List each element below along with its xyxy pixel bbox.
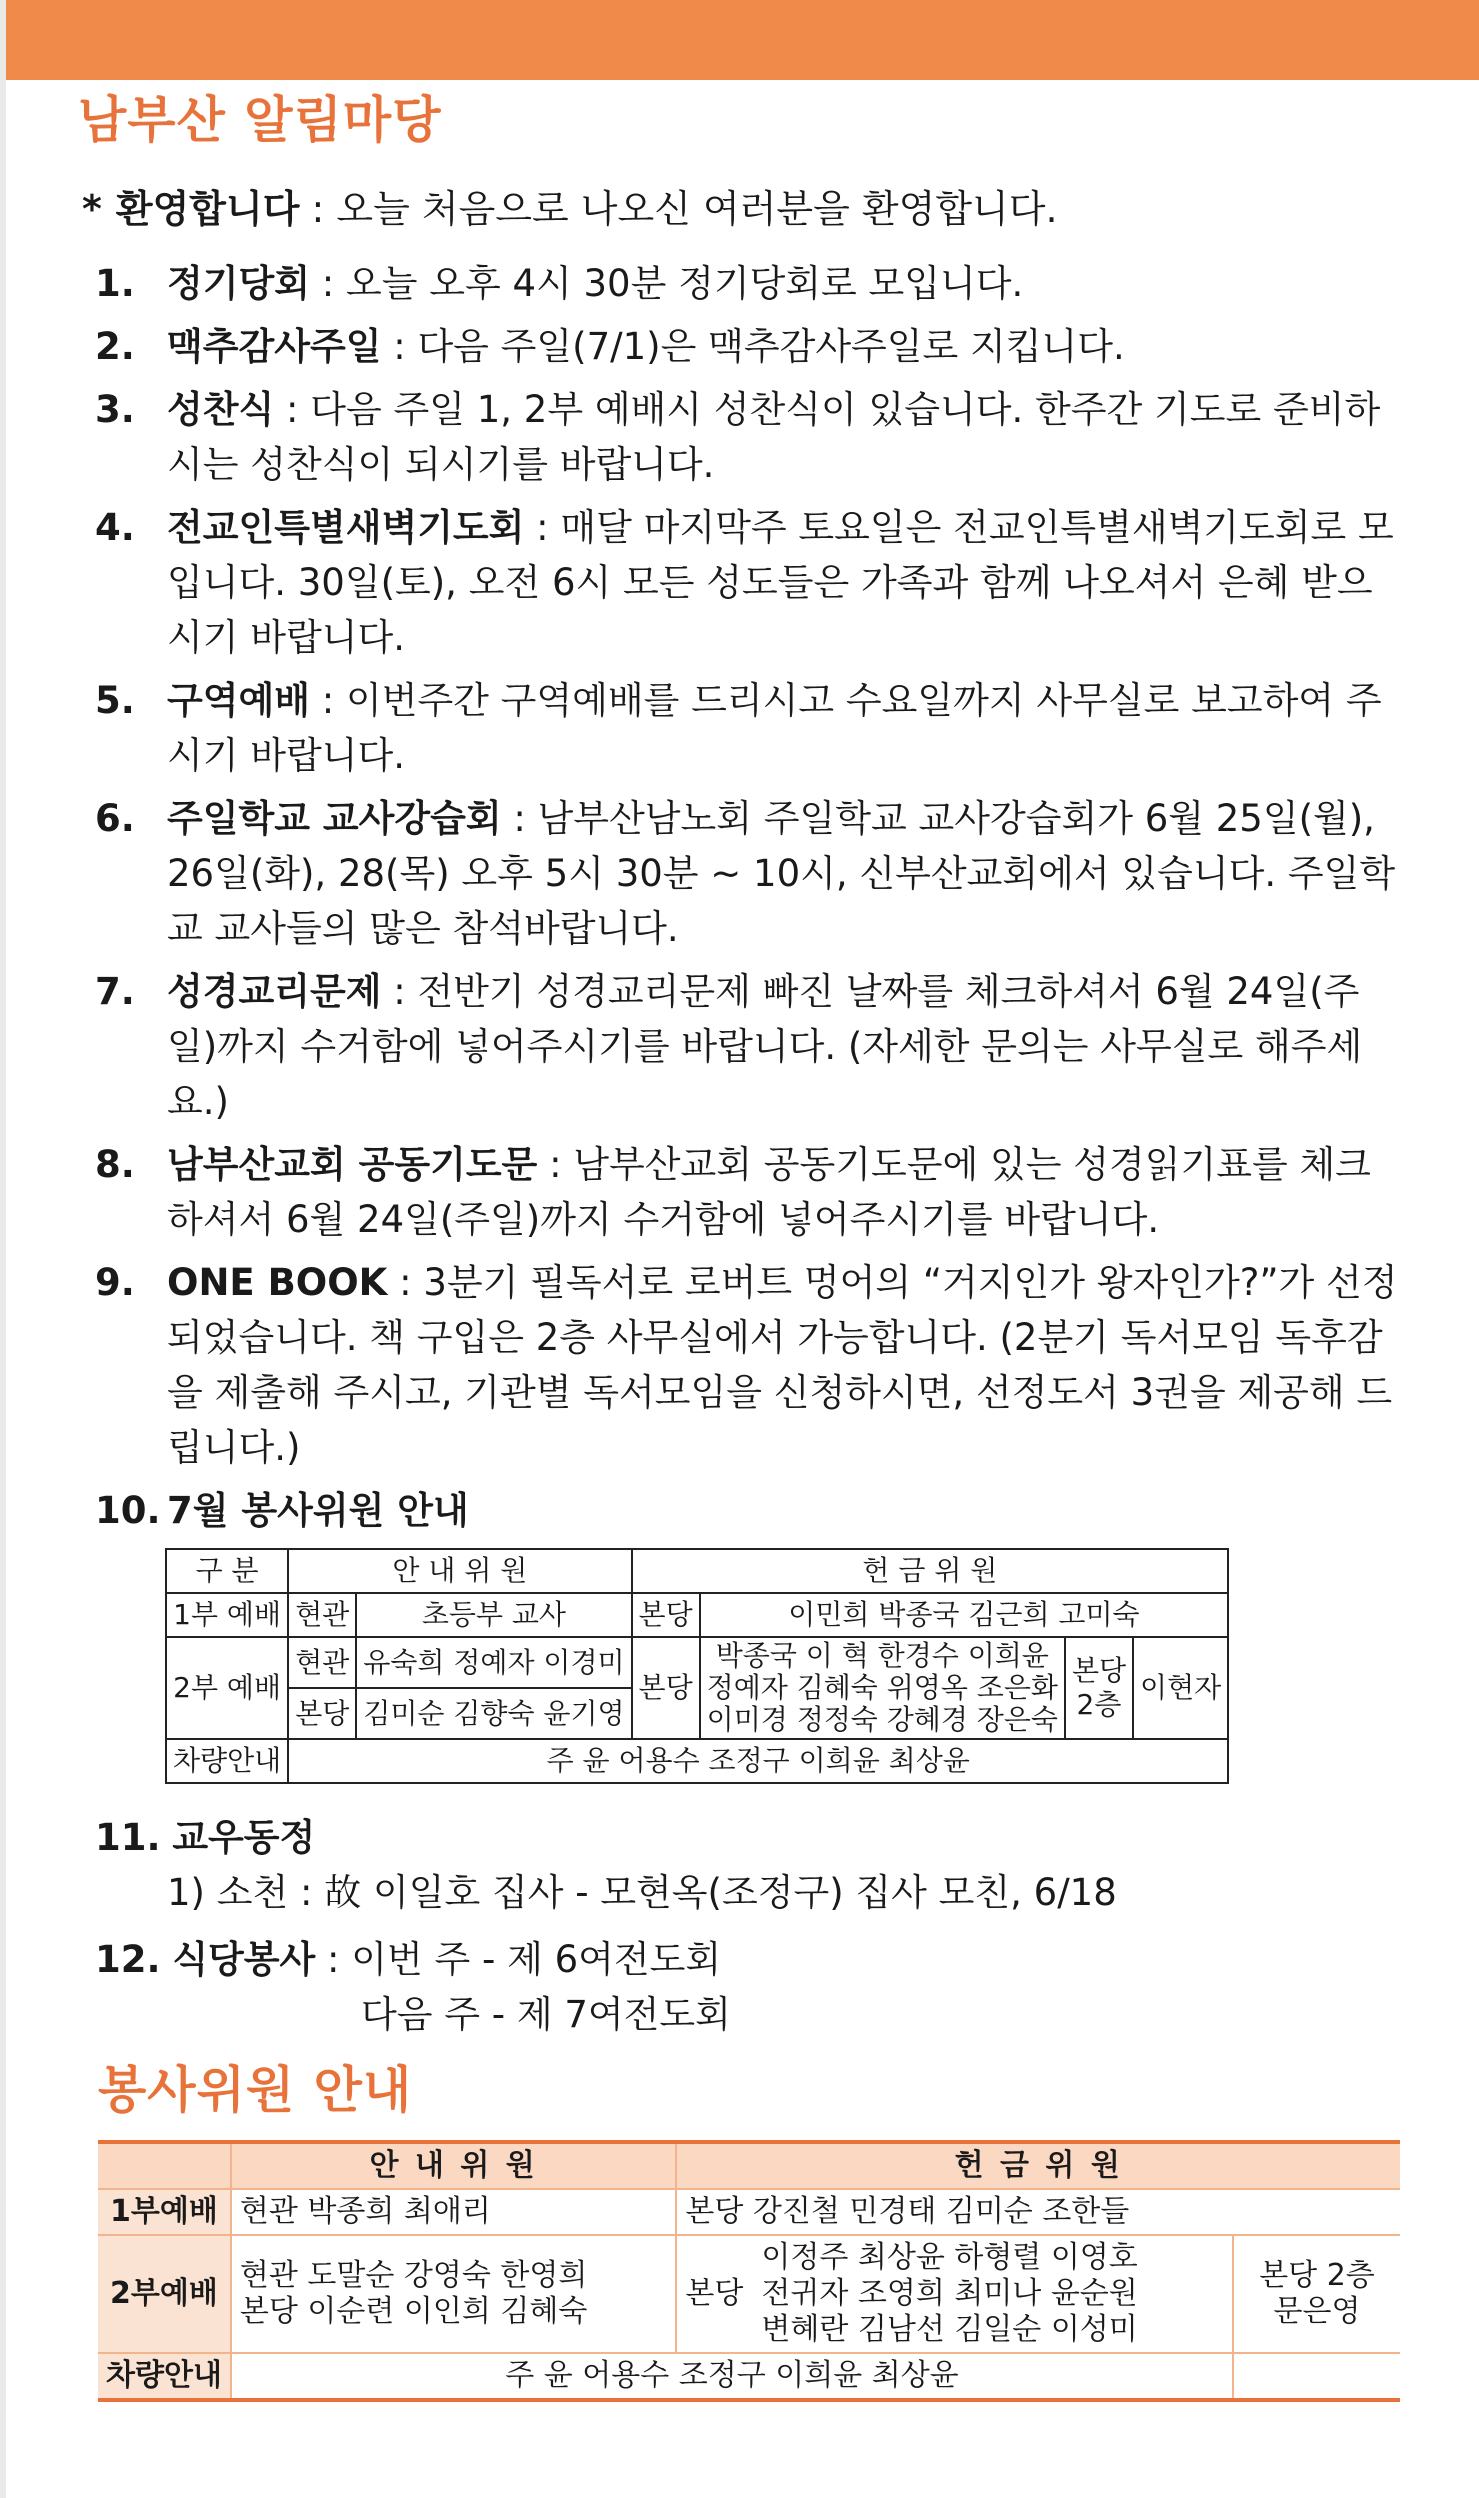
notice-list xyxy=(95,256,1405,1546)
notice-text: : 매달 마지막주 토요일은 전교인특별새벽기도회로 모입니다. 30일(토), 오전 6시 모든 성도들은 가족과 함께 나오셔서 은혜 받으시기 바랍니다. xyxy=(167,506,1394,659)
notice-item xyxy=(95,382,1405,492)
names-cell: 유숙희 정예자 이경미 xyxy=(356,1637,631,1688)
names-cell xyxy=(231,2235,676,2353)
section-title: 봉사위원 안내 xyxy=(98,2061,413,2119)
notice-item-11 xyxy=(95,1810,1117,1920)
notice-label: 성경교리문제 xyxy=(167,970,382,1013)
notice-label: 정기당회 xyxy=(167,262,310,305)
table-row xyxy=(98,2353,1400,2400)
notice-number: 6. xyxy=(95,797,135,840)
table-row xyxy=(98,2142,1400,2189)
notice-item xyxy=(95,319,1405,374)
notice-item xyxy=(95,791,1405,956)
table-row xyxy=(98,2235,1400,2353)
notice-label: 주일학교 교사강습회 xyxy=(167,797,502,840)
table-row xyxy=(166,1739,1228,1783)
notice-label: 전교인특별새벽기도회 xyxy=(167,506,525,549)
location-cell: 본당 xyxy=(632,1593,700,1637)
notice-number: 1. xyxy=(95,262,135,305)
names-cell xyxy=(753,2235,1233,2353)
names-line: 현관 도말순 강영숙 한영희 xyxy=(239,2258,588,2293)
names-line: 문은영 xyxy=(1273,2294,1361,2329)
table-row xyxy=(98,2189,1400,2235)
notice-label: 남부산교회 공동기도문 xyxy=(167,1143,538,1186)
names-cell xyxy=(1233,2235,1400,2353)
location-cell: 본당 xyxy=(632,1637,700,1739)
names-line: 정예자 김혜숙 위영옥 조은화 xyxy=(706,1671,1058,1704)
names-cell: 이현자 xyxy=(1133,1637,1228,1739)
names-line: 변혜란 김남선 김일순 이성미 xyxy=(761,2312,1138,2347)
notice-label: 교우동정 xyxy=(172,1816,316,1859)
location-cell: 본당 xyxy=(676,2235,753,2353)
notice-text: 다음 주 - 제 7여전도회 xyxy=(361,1993,731,2036)
table-row xyxy=(166,1593,1228,1637)
notice-text: : 이번주간 구역예배를 드리시고 수요일까지 사무실로 보고하여 주시기 바랍니다. xyxy=(167,679,1382,777)
notice-item xyxy=(95,673,1405,783)
row-label: 차량안내 xyxy=(166,1739,288,1783)
notice-item xyxy=(95,1255,1405,1475)
page-edge xyxy=(0,0,6,2498)
table-row xyxy=(166,1549,1228,1593)
row-label: 1부예배 xyxy=(98,2189,231,2235)
top-banner xyxy=(0,0,1479,80)
row-label: 2부 예배 xyxy=(166,1637,288,1739)
notice-text: 1) 소천 : 故 이일호 집사 - 모현옥(조정구) 집사 모친, 6/18 xyxy=(167,1871,1117,1914)
page-title: 남부산 알림마당 xyxy=(78,91,442,149)
names-cell: 현관 박종희 최애리 xyxy=(231,2189,676,2235)
names-cell: 본당 강진철 민경태 김미순 조한들 xyxy=(676,2189,1400,2235)
names-line: 본당 2층 xyxy=(1259,2258,1375,2293)
names-line: 이정주 최상윤 하형렬 이영호 xyxy=(761,2240,1138,2275)
location-cell xyxy=(1065,1637,1133,1739)
july-volunteer-table xyxy=(165,1548,1229,1784)
names-cell: 초등부 교사 xyxy=(356,1593,631,1637)
notice-number: 11. xyxy=(95,1816,161,1859)
notice-number: 3. xyxy=(95,388,135,431)
notice-label: 구역예배 xyxy=(167,679,310,722)
notice-text: : 남부산남노회 주일학교 교사강습회가 6월 25일(월), 26일(화), 28(목) 오후 5시 30분 ~ 10시, 신부산교회에서 있습니다. 주일학교 교사들의 많은 참석바랍니다. xyxy=(167,797,1396,950)
table-header-offering: 헌 금 위 원 xyxy=(632,1549,1229,1593)
notice-item xyxy=(95,1483,1405,1538)
notice-number: 2. xyxy=(95,325,135,368)
welcome-line xyxy=(82,184,1058,234)
notice-label: 7월 봉사위원 안내 xyxy=(167,1489,469,1532)
service-volunteer-table xyxy=(98,2140,1400,2402)
names-cell: 주 윤 어용수 조정구 이희윤 최상윤 xyxy=(288,1739,1228,1783)
notice-number: 4. xyxy=(95,506,135,549)
location-line: 본당 xyxy=(1071,1654,1127,1687)
table-row xyxy=(166,1637,1228,1688)
notice-number: 10. xyxy=(95,1489,161,1532)
names-cell: 이민희 박종국 김근희 고미숙 xyxy=(700,1593,1229,1637)
table-header-usher: 안 내 위 원 xyxy=(288,1549,631,1593)
names-line: 이미경 정정숙 강혜경 장은숙 xyxy=(706,1703,1058,1736)
notice-text: : 3분기 필독서로 로버트 멍어의 “거지인가 왕자인가?”가 선정되었습니다. 책 구입은 2층 사무실에서 가능합니다. (2분기 독서모임 독후감을 제출해 주시고, 기관별 독서모임을 신청하시면, 선정도서 3권을 제공해 드립니다.) xyxy=(167,1261,1398,1469)
location-cell: 본당 xyxy=(288,1688,356,1739)
table-header-usher: 안 내 위 원 xyxy=(231,2142,676,2189)
location-cell: 현관 xyxy=(288,1637,356,1688)
welcome-text: : 오늘 처음으로 나오신 여러분을 환영합니다. xyxy=(299,187,1058,231)
notice-item-12 xyxy=(95,1932,731,2042)
notice-text: : 전반기 성경교리문제 빠진 날짜를 체크하셔서 6월 24일(주일)까지 수거함에 넣어주시기를 바랍니다. (자세한 문의는 사무실로 해주세요.) xyxy=(167,970,1363,1123)
names-line: 본당 이순련 이인희 김혜숙 xyxy=(239,2294,588,2329)
location-cell: 현관 xyxy=(288,1593,356,1637)
row-label: 2부예배 xyxy=(98,2235,231,2353)
notice-number: 7. xyxy=(95,970,135,1013)
notice-text: : 다음 주일(7/1)은 맥추감사주일로 지킵니다. xyxy=(381,325,1125,368)
names-cell: 주 윤 어용수 조정구 이희윤 최상윤 xyxy=(231,2353,1233,2400)
welcome-label: 환영합니다 xyxy=(115,187,300,231)
notice-label: 식당봉사 xyxy=(172,1938,316,1981)
table-header-division: 구 분 xyxy=(166,1549,288,1593)
notice-item xyxy=(95,256,1405,311)
notice-label: ONE BOOK xyxy=(167,1261,388,1304)
notice-number: 9. xyxy=(95,1261,135,1304)
names-line: 전귀자 조영희 최미나 윤순원 xyxy=(761,2276,1138,2311)
row-label: 1부 예배 xyxy=(166,1593,288,1637)
row-label: 차량안내 xyxy=(98,2353,231,2400)
names-cell: 김미순 김향숙 윤기영 xyxy=(356,1688,631,1739)
empty-cell xyxy=(1233,2353,1400,2400)
notice-label: 맥추감사주일 xyxy=(167,325,382,368)
table-header-offering: 헌 금 위 원 xyxy=(676,2142,1400,2189)
notice-text: : 오늘 오후 4시 30분 정기당회로 모입니다. xyxy=(309,262,1024,305)
names-line: 박종국 이 혁 한경수 이희윤 xyxy=(715,1639,1049,1672)
notice-item xyxy=(95,964,1405,1129)
notice-number: 12. xyxy=(95,1938,161,1981)
notice-item xyxy=(95,500,1405,665)
names-cell xyxy=(700,1637,1065,1739)
notice-text: : 이번 주 - 제 6여전도회 xyxy=(315,1938,722,1981)
notice-text: : 남부산교회 공동기도문에 있는 성경읽기표를 체크하셔서 6월 24일(주일)까지 수거함에 넣어주시기를 바랍니다. xyxy=(167,1143,1371,1241)
star-mark: * xyxy=(82,187,102,231)
location-line: 2층 xyxy=(1076,1688,1122,1721)
notice-label: 성찬식 xyxy=(167,388,275,431)
notice-number: 5. xyxy=(95,679,135,722)
notice-item xyxy=(95,1137,1405,1247)
notice-number: 8. xyxy=(95,1143,135,1186)
table-header-empty xyxy=(98,2142,231,2189)
notice-text: : 다음 주일 1, 2부 예배시 성찬식이 있습니다. 한주간 기도로 준비하시는 성찬식이 되시기를 바랍니다. xyxy=(167,388,1381,486)
